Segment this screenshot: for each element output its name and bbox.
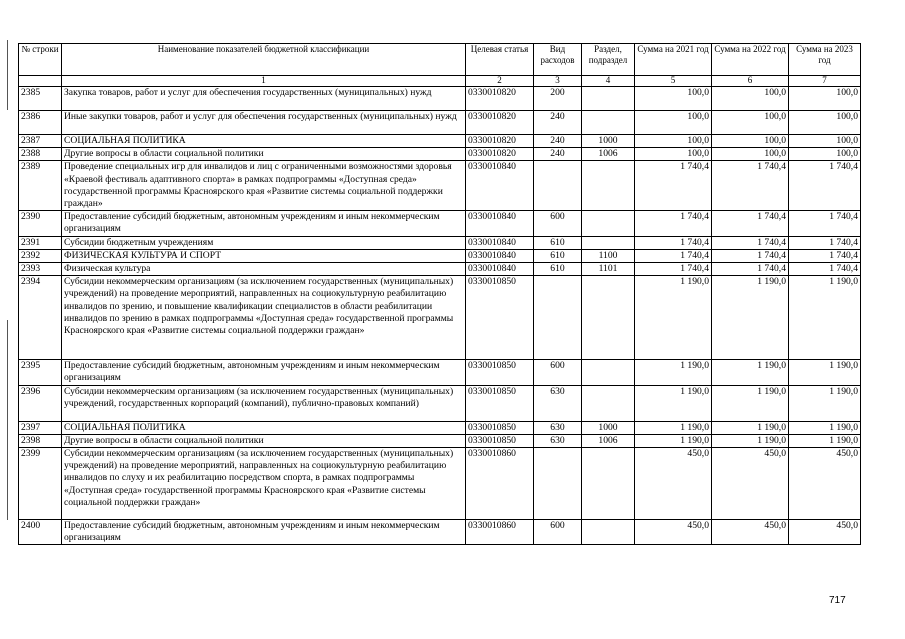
row-number: 2386 [19, 111, 62, 135]
row-name: Закупка товаров, работ и услуг для обеспечения государственных (муниципальных) нужд [62, 87, 466, 111]
row-sum-2022: 1 190,0 [712, 385, 789, 421]
row-number: 2391 [19, 236, 62, 249]
row-sum-2021: 1 190,0 [635, 276, 712, 360]
row-sum-2023: 1 190,0 [789, 434, 861, 447]
row-target: 0330010850 [466, 360, 534, 385]
row-section [582, 211, 635, 236]
row-sum-2021: 1 190,0 [635, 360, 712, 385]
row-target: 0330010850 [466, 434, 534, 447]
row-number: 2385 [19, 87, 62, 111]
table-row [19, 385, 861, 421]
row-target: 0330010840 [466, 236, 534, 249]
row-sum-2021: 1 740,4 [635, 211, 712, 236]
table-row [19, 448, 861, 520]
row-sum-2022: 1 740,4 [712, 236, 789, 249]
row-expense-type: 240 [534, 135, 582, 148]
row-sum-2023: 1 740,4 [789, 249, 861, 262]
row-sum-2022: 100,0 [712, 135, 789, 148]
table-row [19, 520, 861, 545]
row-section [582, 276, 635, 360]
scan-margin-line [7, 320, 8, 520]
row-sum-2022: 100,0 [712, 111, 789, 135]
row-sum-2022: 1 740,4 [712, 249, 789, 262]
table-row [19, 434, 861, 447]
row-sum-2022: 1 740,4 [712, 161, 789, 211]
row-expense-type: 610 [534, 263, 582, 276]
row-expense-type: 610 [534, 249, 582, 262]
row-sum-2022: 1 190,0 [712, 276, 789, 360]
row-section: 1006 [582, 434, 635, 447]
row-sum-2023: 1 190,0 [789, 385, 861, 421]
row-number: 2387 [19, 135, 62, 148]
row-expense-type [534, 448, 582, 520]
row-sum-2021: 450,0 [635, 520, 712, 545]
row-expense-type: 630 [534, 434, 582, 447]
table-row [19, 421, 861, 434]
table-row [19, 360, 861, 385]
row-name: Другие вопросы в области социальной политики [62, 148, 466, 161]
row-sum-2022: 1 190,0 [712, 421, 789, 434]
row-sum-2022: 450,0 [712, 520, 789, 545]
row-section: 1000 [582, 421, 635, 434]
row-target: 0330010820 [466, 148, 534, 161]
page-number: 717 [829, 595, 846, 606]
row-number: 2399 [19, 448, 62, 520]
header-expense-type: Вид расходов [534, 44, 582, 76]
row-sum-2022: 1 190,0 [712, 434, 789, 447]
row-sum-2021: 1 190,0 [635, 421, 712, 434]
column-number [19, 76, 62, 87]
row-name: Предоставление субсидий бюджетным, автономным учреждениям и иным некоммерческим организациям [62, 520, 466, 545]
row-target: 0330010840 [466, 263, 534, 276]
row-sum-2023: 100,0 [789, 87, 861, 111]
column-number: 1 [62, 76, 466, 87]
column-number: 2 [466, 76, 534, 87]
table-row [19, 276, 861, 360]
row-sum-2021: 100,0 [635, 111, 712, 135]
row-target: 0330010840 [466, 161, 534, 211]
row-sum-2021: 100,0 [635, 148, 712, 161]
row-number: 2396 [19, 385, 62, 421]
row-expense-type: 240 [534, 148, 582, 161]
row-target: 0330010820 [466, 135, 534, 148]
row-sum-2021: 1 740,4 [635, 249, 712, 262]
row-section [582, 448, 635, 520]
row-expense-type: 600 [534, 360, 582, 385]
row-sum-2021: 1 740,4 [635, 263, 712, 276]
row-expense-type: 240 [534, 111, 582, 135]
header-sum-2021: Сумма на 2021 год [635, 44, 712, 76]
row-sum-2021: 1 740,4 [635, 161, 712, 211]
row-sum-2023: 100,0 [789, 111, 861, 135]
row-number: 2398 [19, 434, 62, 447]
row-expense-type: 600 [534, 211, 582, 236]
row-name: Иные закупки товаров, работ и услуг для обеспечения государственных (муниципальных) нужд [62, 111, 466, 135]
header-sum-2023: Сумма на 2023 год [789, 44, 861, 76]
row-sum-2021: 1 740,4 [635, 236, 712, 249]
row-section: 1000 [582, 135, 635, 148]
row-number: 2397 [19, 421, 62, 434]
row-sum-2022: 1 190,0 [712, 360, 789, 385]
row-sum-2023: 1 190,0 [789, 360, 861, 385]
row-number: 2393 [19, 263, 62, 276]
scan-margin-line [7, 40, 8, 110]
row-sum-2022: 100,0 [712, 148, 789, 161]
row-sum-2023: 100,0 [789, 148, 861, 161]
column-number: 5 [635, 76, 712, 87]
row-sum-2021: 100,0 [635, 87, 712, 111]
row-section [582, 236, 635, 249]
column-number: 4 [582, 76, 635, 87]
row-section: 1101 [582, 263, 635, 276]
column-number: 7 [789, 76, 861, 87]
row-target: 0330010850 [466, 421, 534, 434]
table-row [19, 135, 861, 148]
row-name: Субсидии бюджетным учреждениям [62, 236, 466, 249]
row-target: 0330010820 [466, 87, 534, 111]
row-expense-type [534, 161, 582, 211]
row-sum-2023: 1 190,0 [789, 421, 861, 434]
budget-table [18, 43, 861, 545]
row-number: 2400 [19, 520, 62, 545]
row-target: 0330010820 [466, 111, 534, 135]
row-sum-2023: 450,0 [789, 448, 861, 520]
header-section: Раздел, подраздел [582, 44, 635, 76]
header-row [19, 44, 861, 76]
table-row [19, 236, 861, 249]
row-sum-2023: 450,0 [789, 520, 861, 545]
row-name: Субсидии некоммерческим организациям (за исключением государственных (муниципальных) учреждений, государственных корпораций (компаний), публично-правовых компаний) [62, 385, 466, 421]
table-row [19, 263, 861, 276]
table-row [19, 148, 861, 161]
row-sum-2023: 1 740,4 [789, 161, 861, 211]
row-target: 0330010850 [466, 385, 534, 421]
row-section [582, 111, 635, 135]
column-number: 3 [534, 76, 582, 87]
row-expense-type: 600 [534, 520, 582, 545]
row-sum-2021: 450,0 [635, 448, 712, 520]
row-sum-2023: 1 740,4 [789, 263, 861, 276]
row-name: Физическая культура [62, 263, 466, 276]
row-name: Другие вопросы в области социальной политики [62, 434, 466, 447]
row-section [582, 360, 635, 385]
row-name: СОЦИАЛЬНАЯ ПОЛИТИКА [62, 135, 466, 148]
row-name: Проведение специальных игр для инвалидов и лиц с ограниченными возможностями здоровья «Краевой фестиваль адаптивного спорта» в рамках подпрограммы «Доступная среда» государственной программы Красноярского края «Развитие системы социальной поддержки граждан» [62, 161, 466, 211]
row-expense-type [534, 276, 582, 360]
table-row [19, 111, 861, 135]
row-number: 2389 [19, 161, 62, 211]
row-expense-type: 630 [534, 421, 582, 434]
row-name: Субсидии некоммерческим организациям (за исключением государственных (муниципальных) учреждений) на проведение мероприятий, направленных на социокультурную реабилитацию инвалидов по слуху и их реабилитацию посредством спорта, в рамках подпрограммы «Доступная среда» государственной программы Красноярского края «Развитие системы социальной поддержки граждан» [62, 448, 466, 520]
row-section [582, 87, 635, 111]
row-sum-2023: 1 190,0 [789, 276, 861, 360]
row-sum-2023: 1 740,4 [789, 236, 861, 249]
row-section [582, 385, 635, 421]
header-target: Целевая статья [466, 44, 534, 76]
row-section: 1006 [582, 148, 635, 161]
row-expense-type: 610 [534, 236, 582, 249]
row-section: 1100 [582, 249, 635, 262]
row-sum-2022: 100,0 [712, 87, 789, 111]
row-sum-2021: 1 190,0 [635, 434, 712, 447]
column-number-row [19, 76, 861, 87]
row-name: Субсидии некоммерческим организациям (за исключением государственных (муниципальных) учреждений) на проведение мероприятий, направленных на социокультурную реабилитацию инвалидов по зрению, и повышение квалификации специалистов в области реабилитации инвалидов по зрению в рамках подпрограммы «Доступная среда» государственной программы Красноярского края «Развитие системы социальной поддержки граждан» [62, 276, 466, 360]
row-sum-2022: 1 740,4 [712, 263, 789, 276]
table-row [19, 211, 861, 236]
row-number: 2392 [19, 249, 62, 262]
row-name: ФИЗИЧЕСКАЯ КУЛЬТУРА И СПОРТ [62, 249, 466, 262]
row-name: Предоставление субсидий бюджетным, автономным учреждениям и иным некоммерческим организациям [62, 360, 466, 385]
table-row [19, 87, 861, 111]
row-number: 2394 [19, 276, 62, 360]
row-expense-type: 200 [534, 87, 582, 111]
row-sum-2021: 100,0 [635, 135, 712, 148]
table-row [19, 161, 861, 211]
row-name: Предоставление субсидий бюджетным, автономным учреждениям и иным некоммерческим организациям [62, 211, 466, 236]
row-section [582, 161, 635, 211]
row-target: 0330010840 [466, 211, 534, 236]
row-target: 0330010860 [466, 448, 534, 520]
header-name: Наименование показателей бюджетной классификации [62, 44, 466, 76]
table-row [19, 249, 861, 262]
row-name: СОЦИАЛЬНАЯ ПОЛИТИКА [62, 421, 466, 434]
row-sum-2021: 1 190,0 [635, 385, 712, 421]
row-sum-2023: 100,0 [789, 135, 861, 148]
row-sum-2022: 450,0 [712, 448, 789, 520]
row-target: 0330010860 [466, 520, 534, 545]
row-sum-2022: 1 740,4 [712, 211, 789, 236]
column-number: 6 [712, 76, 789, 87]
row-number: 2388 [19, 148, 62, 161]
row-expense-type: 630 [534, 385, 582, 421]
row-target: 0330010850 [466, 276, 534, 360]
row-number: 2390 [19, 211, 62, 236]
row-sum-2023: 1 740,4 [789, 211, 861, 236]
row-target: 0330010840 [466, 249, 534, 262]
header-sum-2022: Сумма на 2022 год [712, 44, 789, 76]
header-row-no: № строки [19, 44, 62, 76]
row-number: 2395 [19, 360, 62, 385]
row-section [582, 520, 635, 545]
